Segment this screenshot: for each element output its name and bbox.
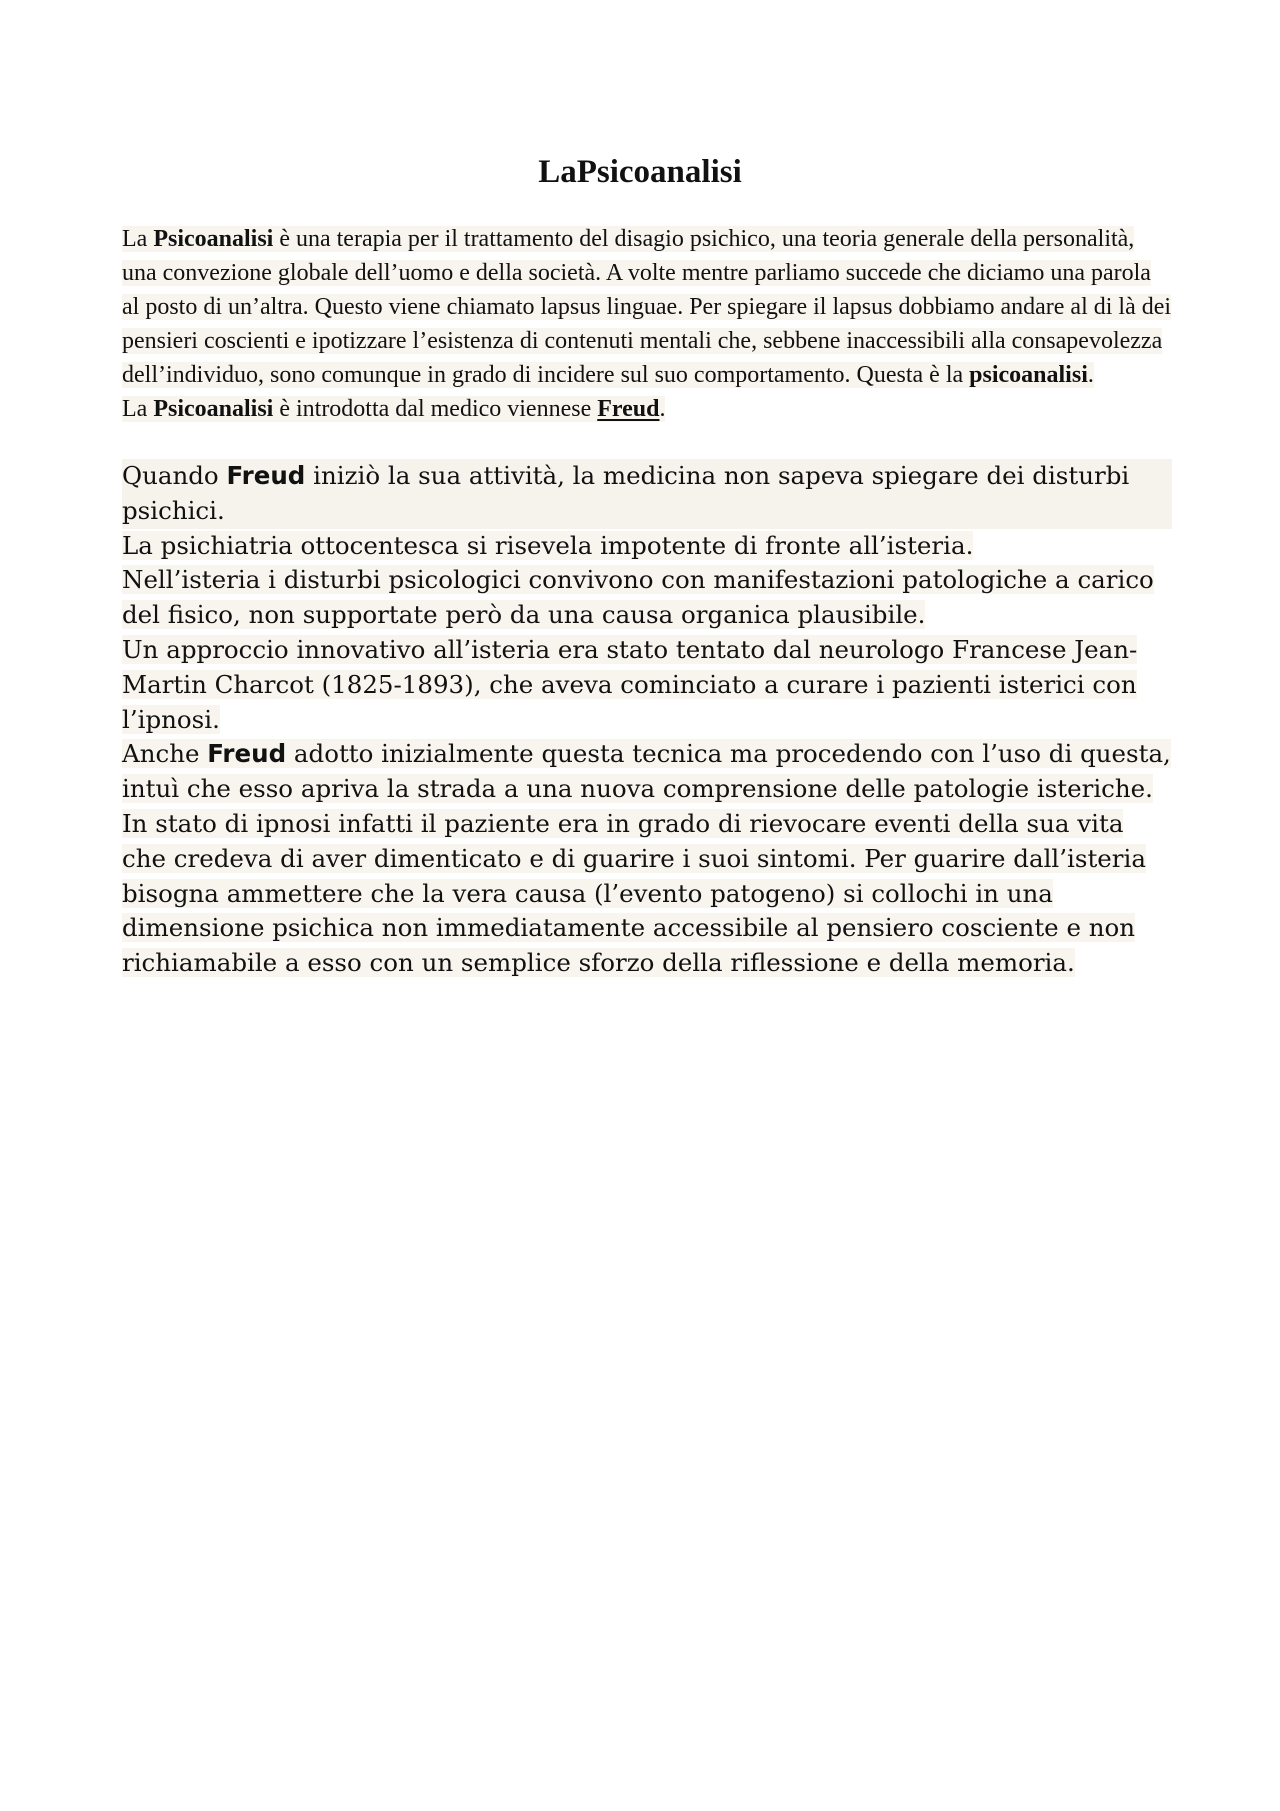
paragraph-definition [122,222,1172,392]
bold-term: Freud [226,461,306,490]
text-run: La psichiatria ottocentesca si risevela impotente di fronte all’isteria. [122,530,974,560]
text-run: Nell’isteria i disturbi psicologici convivono con manifestazioni patologiche a carico del fisico, non supportate però da una causa organica plausibile. [122,565,1154,630]
text-run: è introdotta dal medico viennese [273,396,598,422]
bold-term: Psicoanalisi [153,396,274,422]
text-run: adotto inizialmente questa tecnica ma procedendo con l’uso di questa, intuì che esso apriva la strada a una nuova comprensione delle patologie isteriche. In stato di ipnosi infatti il paziente era in grado di rievocare eventi della sua vita che credeva di aver dimenticato e di guarire i suoi sintomi. Per guarire dall’isteria bisogna ammettere che la vera causa (l’evento patogeno) si collochi in una dimensione psichica non immediatamente accessibile al pensiero cosciente e non richiamabile a esso con un semplice sforzo della riflessione e della memoria. [122,739,1171,978]
bold-term: Freud [207,739,287,769]
text-run: Un approccio innovativo all’isteria era stato tentato dal neurologo Francese Jean-Martin Charcot (1825-1893), che aveva cominciato a curare i pazienti isterici con l’ipnosi. [122,634,1138,734]
text-run: . [659,396,666,422]
intro-section [122,222,1172,426]
paragraph-highlight [122,226,1171,388]
paragraph-highlight [122,739,1171,977]
bold-term: psicoanalisi [969,362,1088,388]
text-run: Anche [122,739,208,769]
text-run: La [122,396,154,422]
text-run: Quando [122,461,227,490]
text-run: La [122,226,154,252]
history-section [122,459,1172,981]
paragraph-highlight [122,396,665,422]
text-run: iniziò la sua attività, la medicina non sapeva spiegare dei disturbi psichici. [122,461,1130,525]
paragraph-hypnosis [122,737,1172,981]
paragraph-freud-intro [122,392,1172,426]
freud-link[interactable]: Freud [597,396,660,422]
paragraph-charcot [122,633,1172,737]
text-run: è una terapia per il trattamento del disagio psichico, una teoria generale della personalità, una convezione globale dell’uomo e della società. A volte mentre parliamo succede che diciamo una parola al posto di un’altra. Questo viene chiamato lapsus linguae. Per spiegare il lapsus dobbiamo andare al di là dei pensieri coscienti e ipotizzare l’esistenza di contenuti mentali che, sebbene inaccessibili alla consapevolezza dell’individuo, sono comunque in grado di incidere sul suo comportamento. Questa è la [122,226,1172,388]
paragraph-freud-start [122,459,1172,529]
document-title: LaPsicoanalisi [538,154,742,190]
text-run: . [1087,362,1094,388]
bold-term: Psicoanalisi [153,226,274,252]
paragraph-psychiatry [122,529,1172,564]
paragraph-hysteria [122,563,1172,633]
